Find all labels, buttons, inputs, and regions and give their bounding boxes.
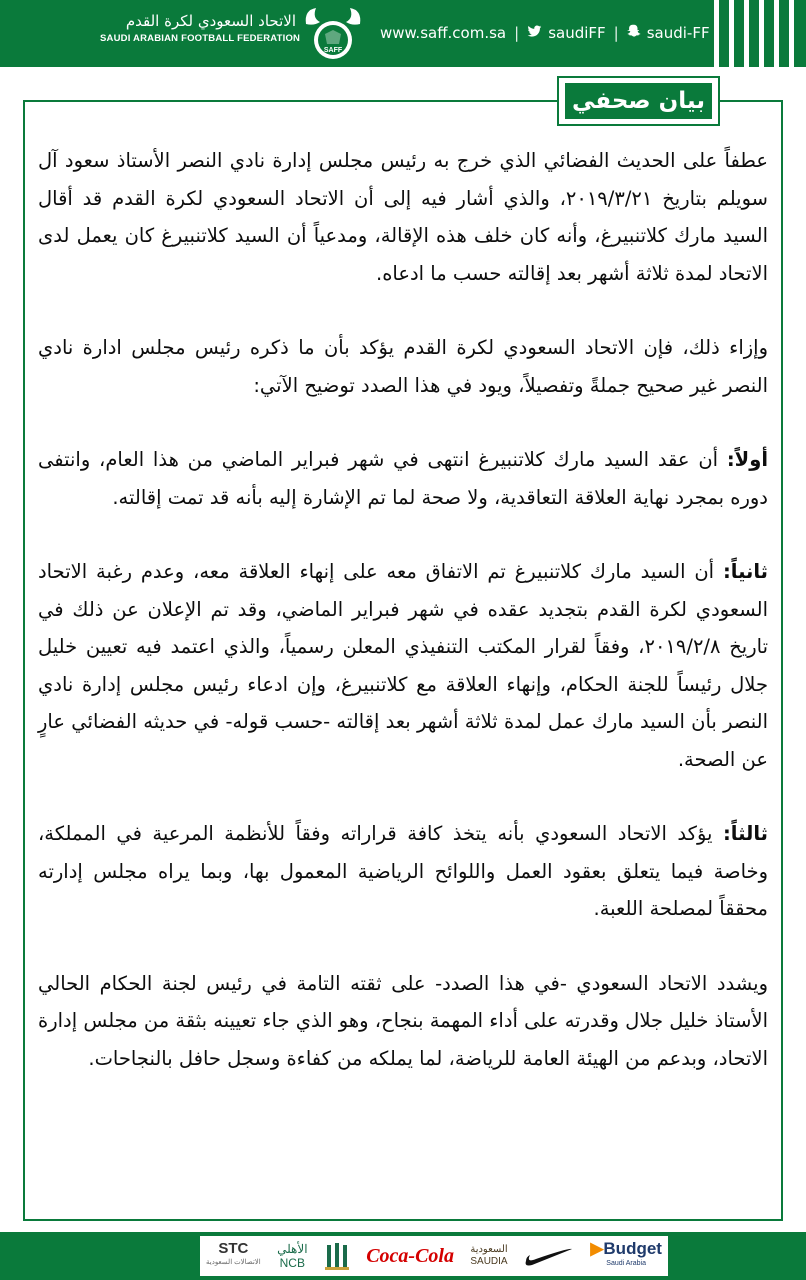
ncb-text: NCB [279,1256,305,1270]
sponsor-saudia [470,1236,507,1276]
point-lead: أولاً: [726,448,768,471]
paragraph-text: أن عقد السيد مارك كلاتنبيرغ انتهى في شهر فبراير الماضي من هذا العام، وانتفى دوره بمجرد نهاية العلاقة التعاقدية، ولا صحة لما تم الإشارة إليه بأنه قد تمت إقالته. [38,448,768,509]
page-title: بيان صحفي [565,83,712,119]
paragraph-text: أن السيد مارك كلاتنبيرغ تم الاتفاق معه على إنهاء العلاقة معه، وعدم رغبة الاتحاد السعودي لكرة القدم بتجديد عقده في شهر فبراير الماضي، وقد تم الإعلان عن ذلك في تاريخ ٢٠١٩/٢/٨، وفقاً لقرار المكتب التنفيذي المعلن رسمياً، والذي اعتمد فيه تعيين خليل جلال رئيساً للجنة الحكام، وإنهاء العلاقة مع كلاتنبيرغ، وإن ادعاء رئيس مجلس إدارة نادي النصر بأن السيد مارك عمل لمدة ثلاثة أشهر بعد إقالته -حسب قوله- في حديثه الفضائي عارٍ عن الصحة. [38,560,768,771]
nike-swoosh-icon [524,1245,574,1267]
saff-logo-icon [300,4,366,64]
snapchat-icon [627,24,641,42]
social-links [380,24,710,42]
paragraph-text: عطفاً على الحديث الفضائي الذي خرج به رئيس مجلس إدارة نادي النصر الأستاذ سعود آل سويلم بتاريخ ٢٠١٩/٣/٢١، والذي أشار فيه إلى أن الاتحاد السعودي لكرة القدم قد أقال السيد مارك كلاتنبيرغ، وأنه كان خلف هذه الإقالة، ومدعياً أن السيد كلاتنبيرغ كان يعمل لدى الاتحاد لمدة ثلاثة أشهر بعد إقالته حسب ما ادعاه. [38,149,768,285]
sponsor-budget [590,1236,662,1276]
paragraph-closing [38,965,768,1078]
sponsor-ncb [277,1236,307,1276]
paragraph-text: ويشدد الاتحاد السعودي -في هذا الصدد- على ثقته التامة في رئيس لجنة الحكام الحالي الأستاذ خليل جلال وقدرته على أداء المهمة بنجاح، وهو الذي جاء تعيينه بثقة من مجلس إدارة الاتحاد، وبدعم من الهيئة العامة للرياضة، لما يملكه من كفاءة وسجل حافل بالنجاحات. [38,971,768,1070]
budget-logo-text: ▶Budget [590,1239,662,1258]
saudia-ar-text: السعودية [470,1244,508,1255]
footer-bar [0,1232,806,1280]
ncb-emblem-icon [324,1241,350,1271]
sponsor-ncb-emblem [324,1236,350,1276]
federation-name [100,10,301,46]
paragraph-2 [38,329,768,404]
sponsor-stc [206,1236,261,1276]
separator: | [613,24,619,42]
paragraph-second-point [38,553,768,778]
budget-sub-text: Saudi Arabia [606,1260,646,1267]
title-badge [557,76,720,126]
sponsor-strip [200,1236,668,1276]
saudia-text: SAUDIA [470,1256,508,1267]
twitter-handle[interactable]: saudiFF [548,24,606,42]
point-lead: ثالثاً: [722,822,768,845]
sponsor-cocacola: Coca-Cola [366,1244,454,1267]
website-link[interactable]: www.saff.com.sa [380,24,507,42]
header-stripes [706,0,806,67]
stc-sub-text: الاتصالات السعودية [206,1259,261,1266]
paragraph-text: يؤكد الاتحاد السعودي بأنه يتخذ كافة قراراته وفقاً للأنظمة المرعية في المملكة، وخاصة فيما يتعلق بعقود العمل واللوائح الرياضية المعمول بها، وبما يراه مجلس إدارته محققاً لمصلحة اللعبة. [38,822,768,920]
federation-name-en: SAUDI ARABIAN FOOTBALL FEDERATION [100,33,301,44]
separator: | [514,24,520,42]
point-lead: ثانياً: [722,560,768,583]
snapchat-handle[interactable]: saudi-FF [646,24,710,42]
twitter-icon [527,25,542,42]
federation-name-ar: الاتحاد السعودي لكرة القدم [125,12,296,30]
press-release-body [38,142,768,1077]
stc-logo-text: STC [218,1240,249,1257]
paragraph-1 [38,142,768,292]
paragraph-first-point [38,441,768,516]
paragraph-third-point [38,815,768,928]
sponsor-nike [524,1236,574,1276]
ncb-ar-text: الأهلي [277,1242,308,1256]
saff-logo-text: SAFF [323,47,343,54]
paragraph-text: وإزاء ذلك، فإن الاتحاد السعودي لكرة القدم يؤكد بأن ما ذكره رئيس مجلس ادارة نادي النصر غير صحيح جملةً وتفصيلاً، ويود في هذا الصدد توضيح الآتي: [38,336,768,397]
header-bar [0,0,806,67]
